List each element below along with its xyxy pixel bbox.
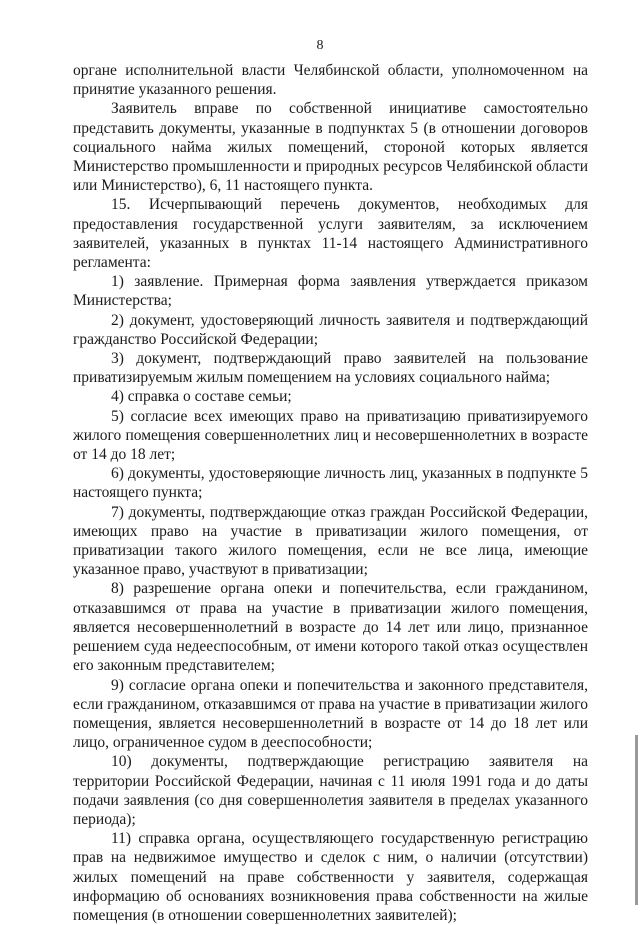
list-item-5: 5) согласие всех имеющих право на приватизацию приватизируемого жилого помещения совершеннолетних лиц и несовершеннолетних в возрасте от 14 до 18 лет; bbox=[73, 407, 588, 464]
list-item-11: 11) справка органа, осуществляющего государственную регистрацию прав на недвижимое имущество и сделок с ним, о наличии (отсутствии) жилых помещений на праве собственности у заявителя, содержащая информацию об основаниях возникновения права собственности на жилые помещения (в отношении совершеннолетних заявителей); bbox=[73, 830, 588, 924]
list-item-7: 7) документы, подтверждающие отказ граждан Российской Федерации, имеющих право на участие в приватизации жилого помещения, от приватизации такого жилого помещения, если не все лица, имеющие указанное право, участвуют в приватизации; bbox=[73, 503, 588, 579]
list-item-3: 3) документ, подтверждающий право заявителей на пользование приватизируемым жилым помещением на условиях социального найма; bbox=[73, 350, 588, 387]
list-item-2: 2) документ, удостоверяющий личность заявителя и подтверждающий гражданство Российской Федерации; bbox=[73, 311, 588, 348]
list-item-10: 10) документы, подтверждающие регистрацию заявителя на территории Российской Федерации, начиная с 11 июля 1991 года и до даты подачи заявления (со дня совершеннолетия заявителя в пределах указанного периода); bbox=[73, 753, 588, 828]
list-item-1: 1) заявление. Примерная форма заявления утверждается приказом Министерства; bbox=[73, 273, 588, 310]
page-number: 8 bbox=[316, 38, 324, 53]
paragraph-applicant-right: Заявитель вправе по собственной инициативе самостоятельно представить документы, указанные в подпунктах 5 (в отношении договоров социального найма жилых помещений, стороной которых является Министерство промышленности и природных ресурсов Челябинской области или Министерство), 6, 11 настоящего пункта. bbox=[73, 100, 588, 195]
list-item-6: 6) документы, удостоверяющие личность лиц, указанных в подпункте 5 настоящего пункта; bbox=[73, 465, 588, 502]
scan-edge-mark bbox=[635, 735, 638, 905]
paragraph-item-15: 15. Исчерпывающий перечень документов, необходимых для предоставления государственной услуги заявителям, за исключением заявителей, указанных в пунктах 11-14 настоящего Административного регламента: bbox=[73, 196, 588, 272]
document-body bbox=[73, 61, 588, 925]
list-item-8: 8) разрешение органа опеки и попечительства, если гражданином, отказавшимся от права на участие в приватизации жилого помещения, является несовершеннолетний в возрасте до 14 лет или лицо, признанное решением суда недееспособным, от имени которого такой отказ осуществлен его законным представителем; bbox=[73, 580, 588, 675]
list-item-4: 4) справка о составе семьи; bbox=[111, 388, 292, 406]
list-item-9: 9) согласие органа опеки и попечительства и законного представителя, если гражданином, отказавшимся от права на участие в приватизации жилого помещения, является несовершеннолетний в возрасте от 14 до 18 лет или лицо, ограниченное судом в дееспособности; bbox=[73, 676, 588, 752]
paragraph-continuation: органе исполнительной власти Челябинской области, уполномоченном на принятие указанного решения. bbox=[73, 62, 588, 99]
